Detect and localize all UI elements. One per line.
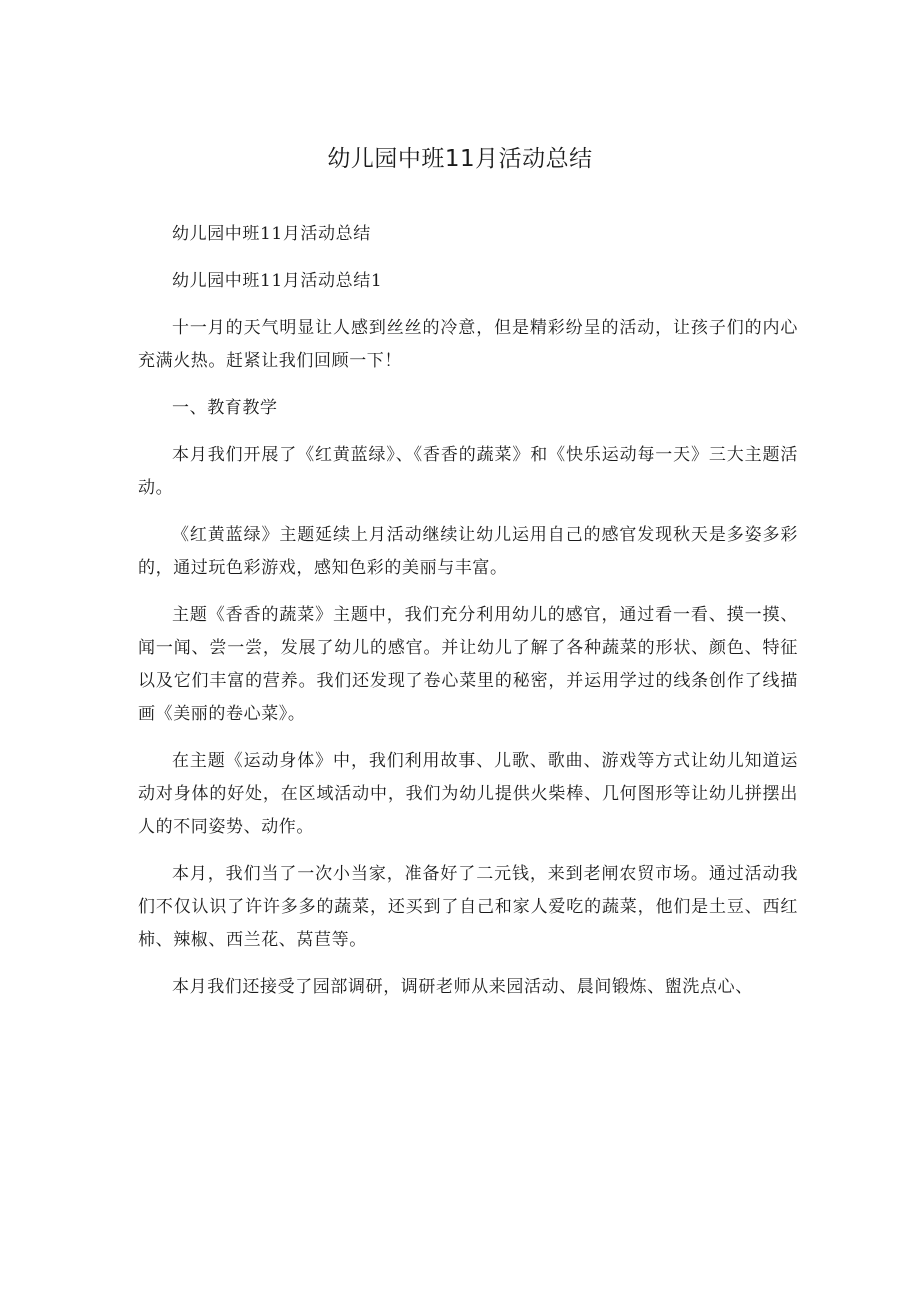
document-title: 幼儿园中班11月活动总结 bbox=[327, 146, 593, 172]
section-heading-education: 一、教育教学 bbox=[172, 398, 278, 418]
section-heading-paragraph: 幼儿园中班11月活动总结1 bbox=[172, 271, 383, 291]
color-theme-paragraph: 《红黄蓝绿》主题延续上月活动继续让幼儿运用自己的感官发现秋天是多姿多彩的，通过玩色彩游戏，感知色彩的美丽与丰富。 bbox=[138, 525, 798, 578]
intro-paragraph: 十一月的天气明显让人感到丝丝的冷意，但是精彩纷呈的活动，让孩子们的内心充满火热。赶紧让我们回顾一下！ bbox=[138, 318, 798, 371]
exercise-theme-paragraph: 在主题《运动身体》中，我们利用故事、儿歌、歌曲、游戏等方式让幼儿知道运动对身体的好处，在区域活动中，我们为幼儿提供火柴棒、几何图形等让幼儿拼摆出人的不同姿势、动作。 bbox=[138, 751, 798, 837]
document-body bbox=[138, 218, 798, 1018]
research-paragraph: 本月我们还接受了园部调研，调研老师从来园活动、晨间锻炼、盥洗点心、 bbox=[172, 977, 753, 997]
market-activity-paragraph: 本月，我们当了一次小当家，准备好了二元钱，来到老闸农贸市场。通过活动我们不仅认识了许许多多的蔬菜，还买到了自己和家人爱吃的蔬菜，他们是土豆、西红柿、辣椒、西兰花、莴苣等。 bbox=[138, 864, 798, 950]
themes-paragraph: 本月我们开展了《红黄蓝绿》、《香香的蔬菜》和《快乐运动每一天》三大主题活动。 bbox=[138, 445, 798, 498]
vegetable-theme-paragraph: 主题《香香的蔬菜》主题中，我们充分利用幼儿的感官，通过看一看、摸一摸、闻一闻、尝一尝，发展了幼儿的感官。并让幼儿了解了各种蔬菜的形状、颜色、特征以及它们丰富的营养。我们还发现了卷心菜里的秘密，并运用学过的线条创作了线描画《美丽的卷心菜》。 bbox=[138, 605, 798, 724]
subtitle-paragraph: 幼儿园中班11月活动总结 bbox=[172, 224, 371, 244]
